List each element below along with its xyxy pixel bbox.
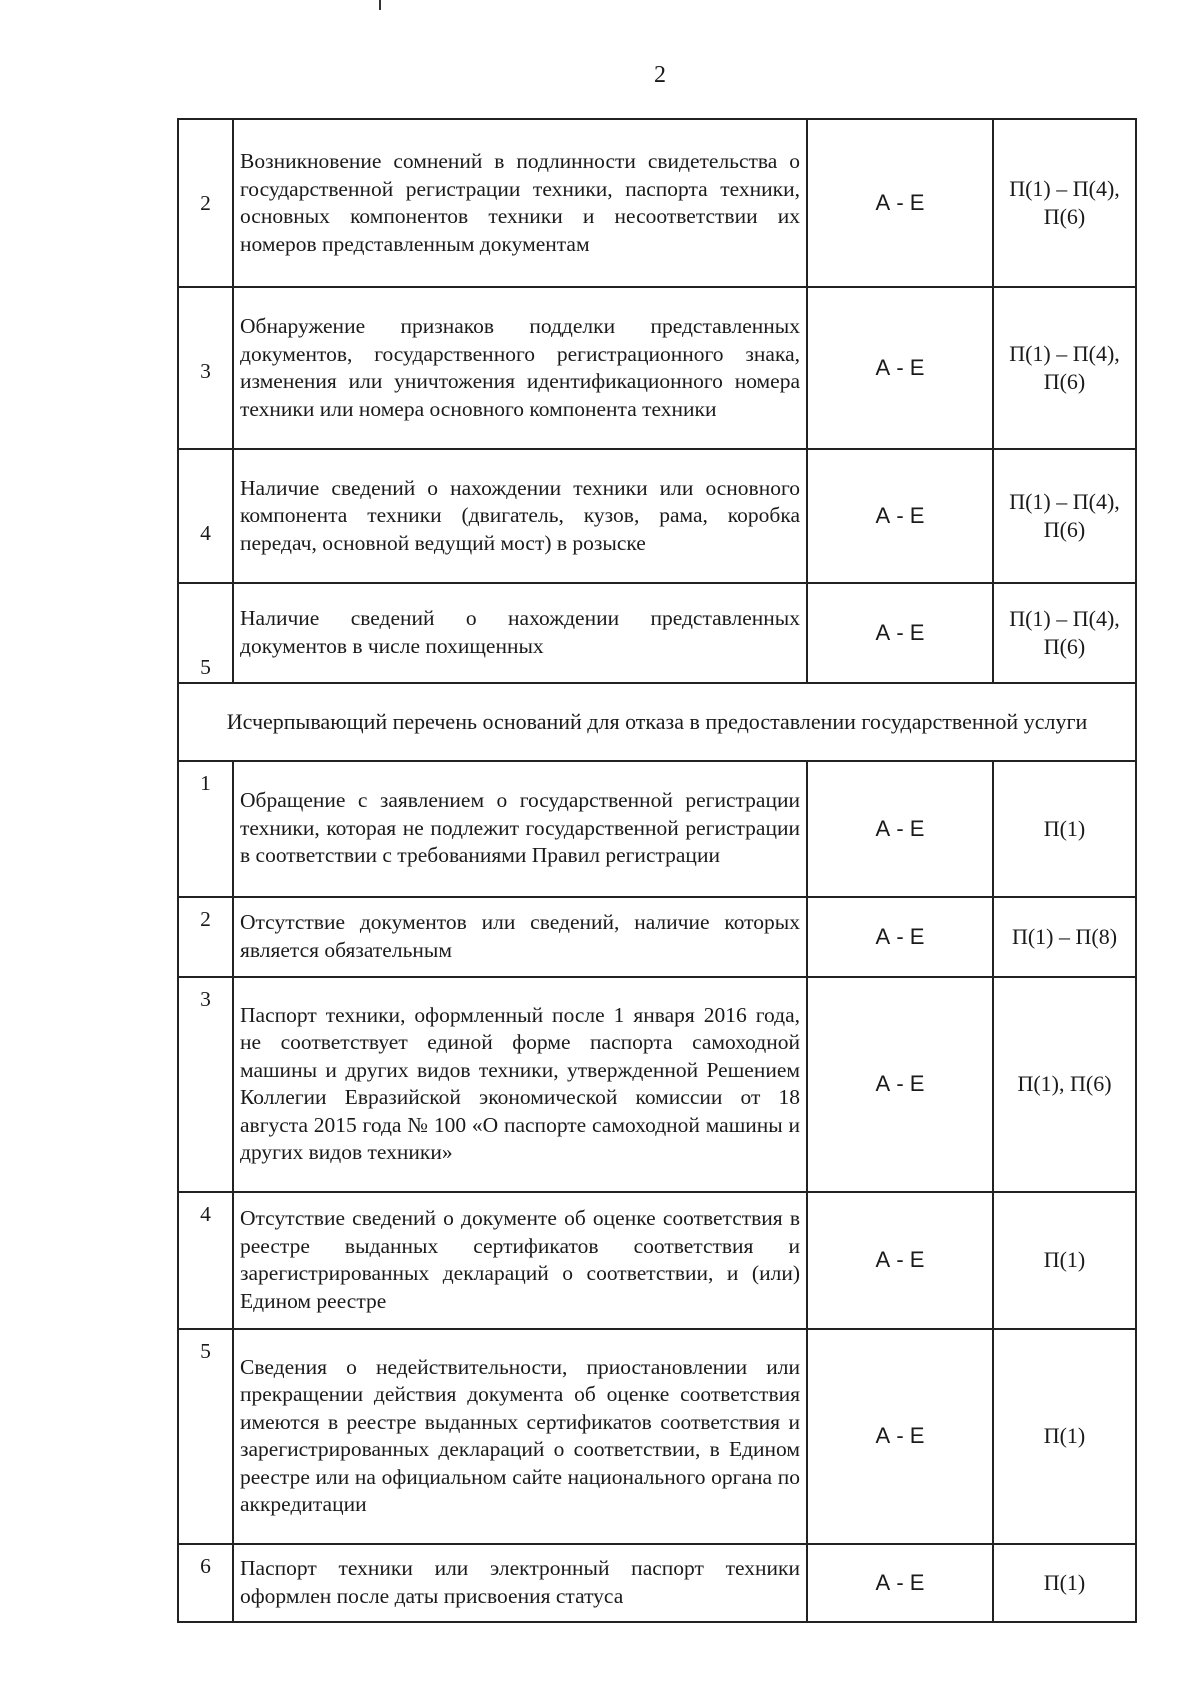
row-number: 2 bbox=[178, 119, 233, 287]
row-text: Отсутствие сведений о документе об оценке соответствия в реестре выданных сертификатов соответствия и зарегистрированных деклараций о соответствии, и (или) Едином реестре bbox=[233, 1192, 807, 1329]
row-category: А - Е bbox=[807, 1544, 993, 1622]
row-reference: П(1), П(6) bbox=[993, 977, 1136, 1192]
row-category: А - Е bbox=[807, 977, 993, 1192]
row-category: А - Е bbox=[807, 1192, 993, 1329]
row-text: Сведения о недействительности, приостановлении или прекращении действия документа об оценке соответствия имеются в реестре выданных сертификатов соответствия и зарегистрированных деклараций о соответствии, в Едином реестре или на официальном сайте национального органа по аккредитации bbox=[233, 1329, 807, 1544]
table-row bbox=[178, 449, 1136, 583]
page-number: 2 bbox=[654, 62, 666, 88]
row-number: 3 bbox=[178, 287, 233, 449]
row-text: Обращение с заявлением о государственной регистрации техники, которая не подлежит государственной регистрации в соответствии с требованиями Правил регистрации bbox=[233, 761, 807, 897]
row-number: 5 bbox=[178, 1329, 233, 1544]
row-category: А - Е bbox=[807, 583, 993, 683]
row-number: 4 bbox=[178, 449, 233, 583]
row-reference: П(1) – П(4), П(6) bbox=[993, 287, 1136, 449]
row-number: 2 bbox=[178, 897, 233, 977]
table-row bbox=[178, 897, 1136, 977]
row-number: 6 bbox=[178, 1544, 233, 1622]
row-reference: П(1) bbox=[993, 1544, 1136, 1622]
row-number: 3 bbox=[178, 977, 233, 1192]
row-reference: П(1) bbox=[993, 761, 1136, 897]
table-row bbox=[178, 1329, 1136, 1544]
row-text: Возникновение сомнений в подлинности свидетельства о государственной регистрации техники, паспорта техники, основных компонентов техники и несоответствии их номеров представленным документам bbox=[233, 119, 807, 287]
row-reference: П(1) – П(4), П(6) bbox=[993, 583, 1136, 683]
table-row bbox=[178, 1544, 1136, 1622]
scan-mark bbox=[379, 0, 381, 10]
row-category: А - Е bbox=[807, 1329, 993, 1544]
table-row bbox=[178, 1192, 1136, 1329]
row-text: Обнаружение признаков подделки представленных документов, государственного регистрационного знака, изменения или уничтожения идентификационного номера техники или номера основного компонента техники bbox=[233, 287, 807, 449]
table-row bbox=[178, 761, 1136, 897]
row-category: А - Е bbox=[807, 287, 993, 449]
row-reference: П(1) – П(4), П(6) bbox=[993, 119, 1136, 287]
row-reference: П(1) bbox=[993, 1192, 1136, 1329]
row-number: 5 bbox=[178, 583, 233, 683]
section-header-row bbox=[178, 683, 1136, 761]
row-reference: П(1) – П(4), П(6) bbox=[993, 449, 1136, 583]
table-row bbox=[178, 287, 1136, 449]
row-text: Паспорт техники, оформленный после 1 января 2016 года, не соответствует единой форме паспорта самоходной машины и других видов техники, утвержденной Решением Коллегии Евразийской экономической комиссии от 18 августа 2015 года № 100 «О паспорте самоходной машины и других видов техники» bbox=[233, 977, 807, 1192]
row-text: Наличие сведений о нахождении представленных документов в числе похищенных bbox=[233, 583, 807, 683]
row-number: 1 bbox=[178, 761, 233, 897]
row-number: 4 bbox=[178, 1192, 233, 1329]
row-text: Паспорт техники или электронный паспорт техники оформлен после даты присвоения статуса bbox=[233, 1544, 807, 1622]
row-text: Наличие сведений о нахождении техники или основного компонента техники (двигатель, кузов, рама, коробка передач, основной ведущий мост) в розыске bbox=[233, 449, 807, 583]
row-reference: П(1) – П(8) bbox=[993, 897, 1136, 977]
table-row bbox=[178, 119, 1136, 287]
table-row bbox=[178, 977, 1136, 1192]
row-category: А - Е bbox=[807, 897, 993, 977]
row-category: А - Е bbox=[807, 449, 993, 583]
section-title: Исчерпывающий перечень оснований для отказа в предоставлении государственной услуги bbox=[178, 683, 1136, 761]
row-text: Отсутствие документов или сведений, наличие которых является обязательным bbox=[233, 897, 807, 977]
grounds-table bbox=[177, 118, 1137, 1623]
table-row bbox=[178, 583, 1136, 683]
row-category: А - Е bbox=[807, 119, 993, 287]
row-category: А - Е bbox=[807, 761, 993, 897]
row-reference: П(1) bbox=[993, 1329, 1136, 1544]
